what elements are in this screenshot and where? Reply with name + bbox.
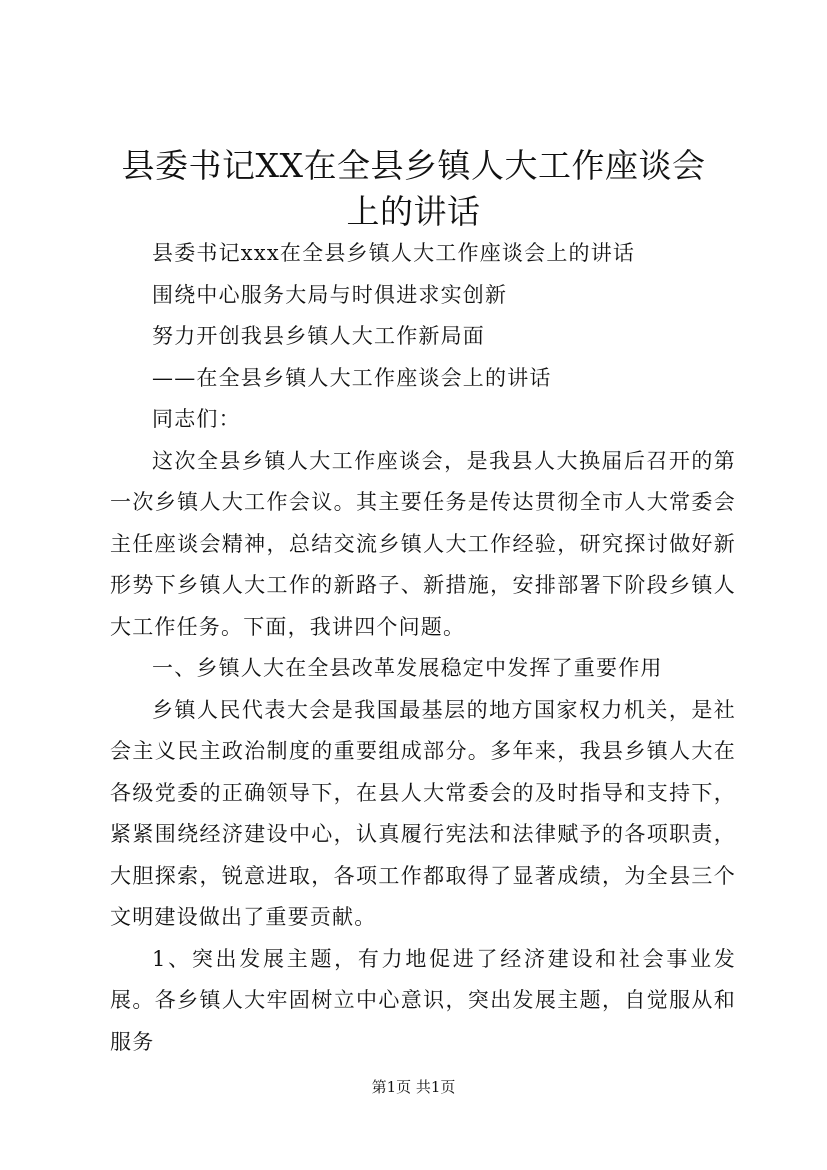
paragraph-salutation: 同志们：	[152, 407, 241, 431]
paragraph-body-1: 乡镇人民代表大会是我国最基层的地方国家权力机关，是社会主义民主政治制度的重要组成部分。多年来，我县乡镇人大在各级党委的正确领导下，在县人大常委会的及时指导和支持下，紧紧围绕经济建设中心，认真履行宪法和法律赋予的各项职责，大胆探索，锐意进取，各项工作都取得了显著成绩，为全县三个文明建设做出了重要贡献。	[110, 697, 736, 929]
paragraph-theme-line-2: 努力开创我县乡镇人大工作新局面	[152, 324, 485, 348]
paragraph-theme-line-1: 围绕中心服务大局与时俱进求实创新	[152, 282, 508, 307]
document-body	[110, 233, 736, 1063]
document-title: 县委书记XX在全县乡镇人大工作座谈会上的讲话	[121, 146, 706, 231]
page-footer: 第1页 共1页	[371, 1078, 456, 1096]
paragraph-subtitle: 县委书记xxx在全县乡镇人大工作座谈会上的讲话	[152, 241, 636, 265]
paragraph-occasion: ——在全县乡镇人大工作座谈会上的讲话	[152, 365, 552, 390]
paragraph-intro: 这次全县乡镇人大工作座谈会，是我县人大换届后召开的第一次乡镇人大工作会议。其主要任务是传达贯彻全市人大常委会主任座谈会精神，总结交流乡镇人大工作经验，研究探讨做好新形势下乡镇人大工作的新路子、新措施，安排部署下阶段乡镇人大工作任务。下面，我讲四个问题。	[110, 448, 736, 639]
section-heading-1: 一、乡镇人大在全县改革发展稳定中发挥了重要作用	[152, 656, 663, 680]
paragraph-body-2: 1、突出发展主题，有力地促进了经济建设和社会事业发展。各乡镇人大牢固树立中心意识，突出发展主题，自觉服从和服务	[110, 946, 736, 1054]
